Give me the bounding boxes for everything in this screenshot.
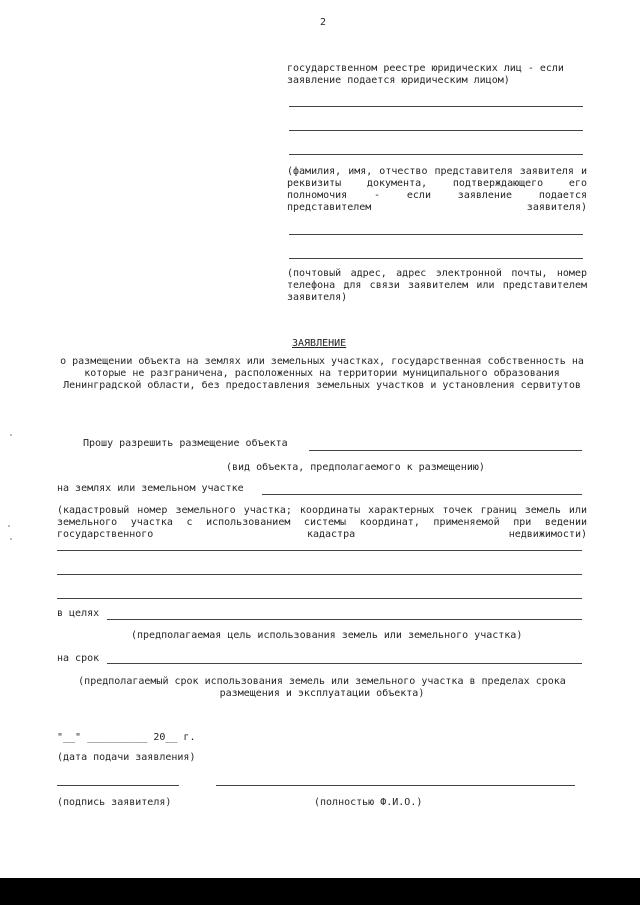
registry-line-1: государственном реестре юридических лиц - если: [287, 63, 564, 74]
cadastral-field-line: [57, 550, 582, 551]
scan-bottom-border: [0, 878, 640, 905]
submission-date: "__" __________ 20__ г.: [57, 732, 196, 743]
document-subtitle: о размещении объекта на землях или земельных участках, государственная собственность на которые не разграничена, расположенных на территории муниципального образования Ленинградской области, без предоставления земельных участков и установления сервитутов: [60, 356, 584, 391]
signature-line: [57, 785, 179, 786]
registry-line-2: заявление подается юридическим лицом): [287, 75, 510, 86]
purpose-label: в целях: [57, 608, 100, 619]
address-caption: (почтовый адрес, адрес электронной почты, номер телефона для связи заявителем или представителем заявителя): [287, 268, 587, 303]
object-caption: (вид объекта, предполагаемого к размещению): [226, 462, 485, 473]
cadastral-field-line: [57, 574, 582, 575]
page-number: 2: [320, 17, 327, 28]
cadastral-field-line: [57, 598, 582, 599]
applicant-field-line: [289, 130, 583, 131]
date-caption: (дата подачи заявления): [57, 752, 196, 763]
fullname-line: [216, 785, 575, 786]
applicant-field-line: [289, 154, 583, 155]
document-title: ЗАЯВЛЕНИЕ: [292, 338, 347, 349]
scan-speck: [10, 538, 12, 540]
signature-caption: (подпись заявителя): [57, 797, 172, 808]
term-field-line: [107, 663, 582, 664]
purpose-field-line: [107, 619, 582, 620]
address-field-line: [289, 234, 583, 235]
term-label: на срок: [57, 653, 100, 664]
representative-caption: (фамилия, имя, отчество представителя заявителя и реквизиты документа, подтверждающего его полномочия - если заявление подается представителем заявителя): [287, 166, 587, 213]
cadastral-caption: (кадастровый номер земельного участка; координаты характерных точек границ земель или земельного участка с использованием системы координат, применяемой при ведении государственного кадастра недвижимости): [57, 505, 587, 540]
applicant-field-line: [289, 106, 583, 107]
object-field-line: [309, 450, 582, 451]
land-label: на землях или земельном участке: [57, 483, 244, 494]
purpose-caption: (предполагаемая цель использования земель или земельного участка): [131, 630, 523, 641]
scan-speck: [10, 434, 12, 436]
address-field-line: [289, 258, 583, 259]
scan-speck: [8, 525, 10, 527]
fullname-caption: (полностью Ф.И.О.): [314, 797, 423, 808]
term-caption: (предполагаемый срок использования земель или земельного участка в пределах срока размещения и эксплуатации объекта): [78, 676, 566, 699]
request-label: Прошу разрешить размещение объекта: [83, 438, 288, 449]
land-field-line: [262, 494, 582, 495]
